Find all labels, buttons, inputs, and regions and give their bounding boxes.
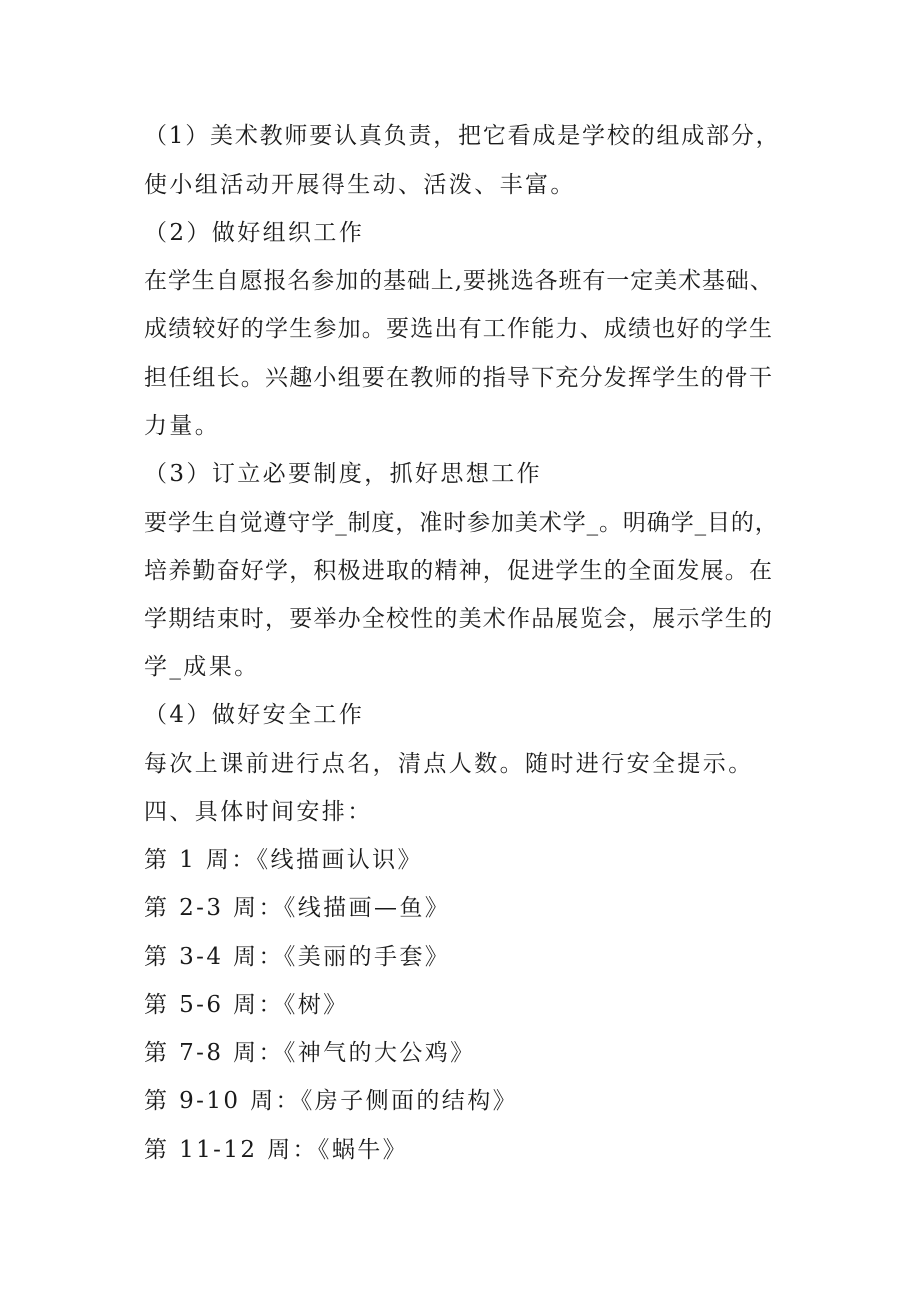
paragraph-4-line-1: 每次上课前进行点名，清点人数。随时进行安全提示。 <box>144 751 754 777</box>
schedule-item: 第 11-12 周：《蜗牛》 <box>144 1137 409 1163</box>
paragraph-1-line-2: 使小组活动开展得生动、活泼、丰富。 <box>144 172 576 198</box>
paragraph-1-line-1: （1）美术教师要认真负责，把它看成是学校的组成部分， <box>144 123 781 149</box>
schedule-item: 第 3-4 周：《美丽的手套》 <box>144 944 451 970</box>
schedule-item: 第 5-6 周：《树》 <box>144 992 349 1018</box>
schedule-item: 第 2-3 周：《线描画—鱼》 <box>144 895 451 921</box>
schedule-item: 第 1 周：《线描画认识》 <box>144 847 423 873</box>
paragraph-3-line-3: 学期结束时，要举办全校性的美术作品展览会，展示学生的 <box>144 606 774 632</box>
schedule-item: 第 9-10 周：《房子侧面的结构》 <box>144 1088 518 1114</box>
paragraph-2-line-1: 在学生自愿报名参加的基础上,要挑选各班有一定美术基础、 <box>144 268 774 294</box>
paragraph-2-line-2: 成绩较好的学生参加。要选出有工作能力、成绩也好的学生 <box>144 316 774 342</box>
section-heading-3: （3）订立必要制度，抓好思想工作 <box>144 461 543 487</box>
paragraph-2-line-4: 力量。 <box>144 413 221 439</box>
paragraph-3-line-2: 培养勤奋好学，积极进取的精神，促进学生的全面发展。在 <box>144 558 774 584</box>
schedule-item: 第 7-8 周：《神气的大公鸡》 <box>144 1040 476 1066</box>
section-heading-2: （2）做好组织工作 <box>144 220 365 246</box>
section-heading-schedule: 四、具体时间安排： <box>144 799 373 825</box>
section-heading-4: （4）做好安全工作 <box>144 702 365 728</box>
paragraph-3-line-1: 要学生自觉遵守学_制度，准时参加美术学_。明确学_目的， <box>144 510 779 536</box>
paragraph-3-line-4: 学_成果。 <box>144 654 260 680</box>
paragraph-2-line-3: 担任组长。兴趣小组要在教师的指导下充分发挥学生的骨干 <box>144 365 774 391</box>
